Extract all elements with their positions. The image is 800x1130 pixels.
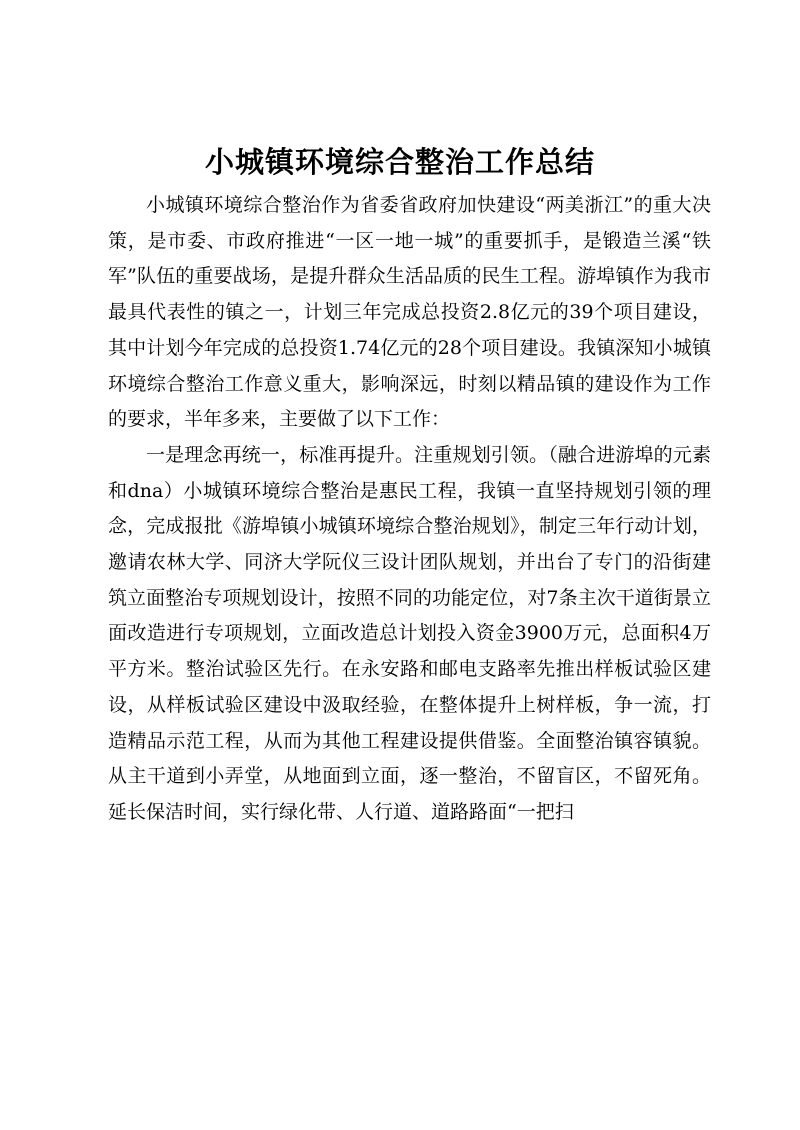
paragraph-section-one: 一是理念再统一，标准再提升。注重规划引领。（融合进游埠的元素和dna）小城镇环境综合整治是惠民工程，我镇一直坚持规划引领的理念，完成报批《游埠镇小城镇环境综合整治规划》，制定三年行动计划，邀请农林大学、同济大学阮仪三设计团队规划，并出台了专门的沿街建筑立面整治专项规划设计，按照不同的功能定位，对7条主次干道街景立面改造进行专项规划，立面改造总计划投入资金3900万元，总面积4万平方米。整治试验区先行。在永安路和邮电支路率先推出样板试验区建设，从样板试验区建设中汲取经验，在整体提升上树样板，争一流，打造精品示范工程，从而为其他工程建设提供借鉴。全面整治镇容镇貌。从主干道到小弄堂，从地面到立面，逐一整治，不留盲区，不留死角。延长保洁时间，实行绿化带、人行道、道路路面“一把扫 [108, 443, 711, 823]
document-body [108, 188, 711, 831]
paragraph-intro: 小城镇环境综合整治作为省委省政府加快建设“两美浙江”的重大决策，是市委、市政府推进“一区一地一城”的重要抓手，是锻造兰溪“铁军”队伍的重要战场，是提升群众生活品质的民生工程。游埠镇作为我市最具代表性的镇之一，计划三年完成总投资2.8亿元的39个项目建设，其中计划今年完成的总投资1.74亿元的28个项目建设。我镇深知小城镇环境综合整治工作意义重大，影响深远，时刻以精品镇的建设作为工作的要求，半年多来，主要做了以下工作： [108, 194, 711, 431]
document-title: 小城镇环境综合整治工作总结 [204, 145, 595, 179]
